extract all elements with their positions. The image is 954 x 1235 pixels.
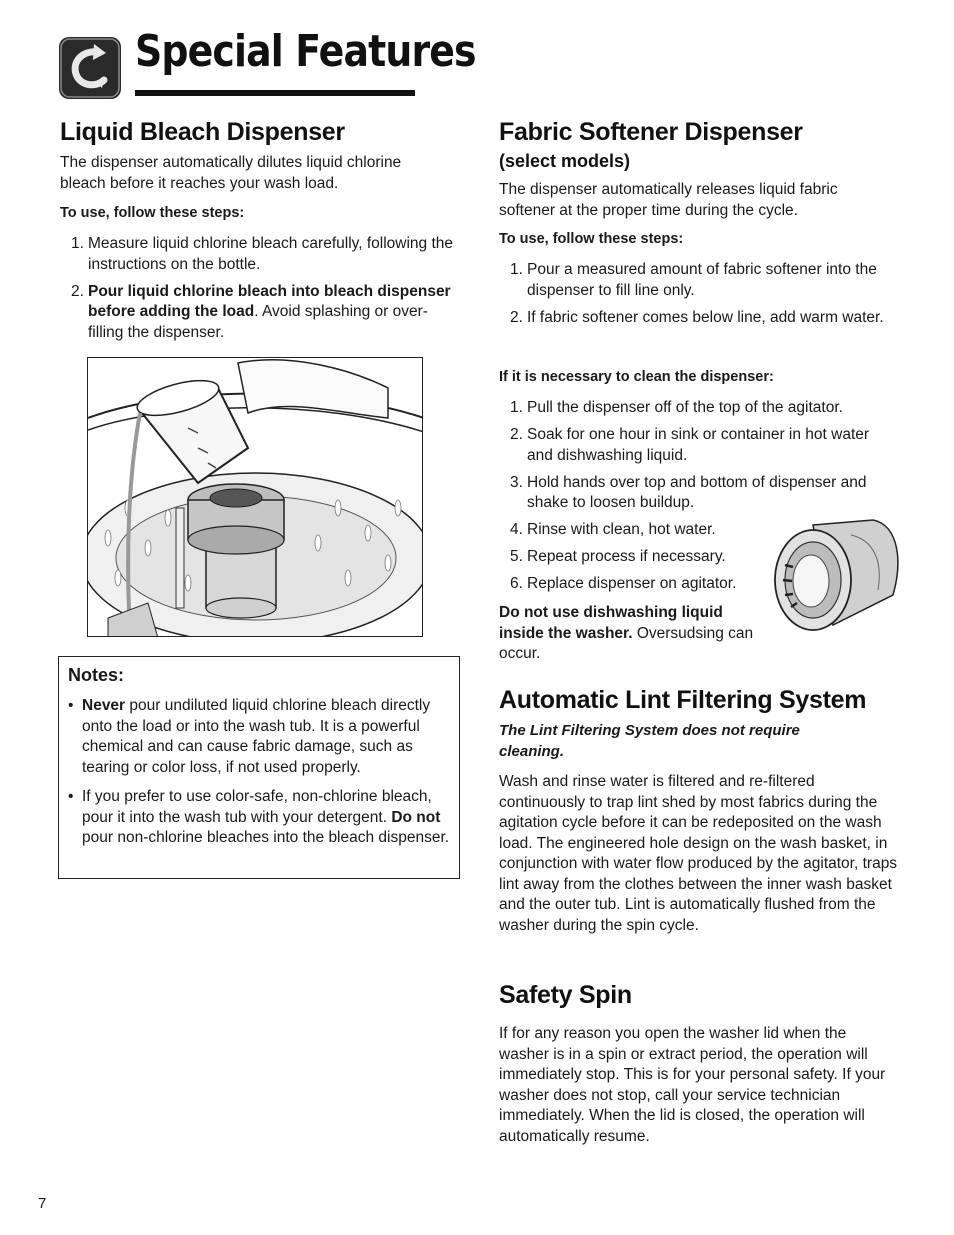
list-item: 3. Hold hands over top and bottom of dispenser and shake to loosen buildup. (510, 473, 867, 511)
fabric-softener-subheading: (select models) (499, 151, 631, 171)
notes-box (58, 656, 460, 879)
spiral-arrow-icon (58, 36, 122, 100)
list-item: 2. Pour liquid chlorine bleach into bleach dispenser before adding the load. Avoid splashing or over-filling the dispenser. (71, 282, 451, 341)
clean-dispenser-label: If it is necessary to clean the dispenser: (499, 369, 774, 385)
list-item: 1. Measure liquid chlorine bleach carefully, following the instructions on the bottle. (71, 235, 454, 273)
bullet-icon: • (68, 697, 74, 714)
liquid-bleach-steps-label: To use, follow these steps: (60, 205, 245, 221)
fabric-softener-steps-label: To use, follow these steps: (499, 231, 684, 247)
pouring-bleach-illustration (87, 357, 423, 637)
fabric-softener-intro: The dispenser automatically releases liquid fabric softener at the proper time during the cycle. (499, 181, 838, 219)
lint-heading: Automatic Lint Filtering System (499, 686, 867, 714)
safety-spin-heading: Safety Spin (499, 981, 632, 1009)
page-number: 7 (38, 1195, 47, 1212)
lint-note: The Lint Filtering System does not require cleaning. (499, 722, 800, 760)
bullet-icon: • (68, 788, 74, 805)
softener-dispenser-illustration (773, 515, 903, 633)
dishwashing-warning: Do not use dishwashing liquid inside the washer. Oversudsing can occur. (499, 604, 754, 662)
safety-spin-body: If for any reason you open the washer lid when the washer is in a spin or extract period, the operation will immediately stop. This is for your personal safety. If your washer does not stop, call your service technician immediately. When the lid is closed, the operation will automatically resume. (499, 1025, 886, 1145)
list-item: • If you prefer to use color-safe, non-chlorine bleach, pour it into the wash tub with your detergent. Do not pour non-chlorine bleaches into the bleach dispenser. (68, 788, 450, 846)
fabric-softener-heading: Fabric Softener Dispenser (499, 118, 803, 146)
list-item: • Never pour undiluted liquid chlorine bleach directly onto the load or into the wash tub. It is a powerful chemical and can cause fabric damage, such as tearing or color loss, if not used properly. (68, 697, 431, 776)
title-underline (135, 90, 415, 96)
liquid-bleach-heading: Liquid Bleach Dispenser (60, 118, 345, 146)
list-item: 5. Repeat process if necessary. (510, 548, 726, 565)
notes-title: Notes: (68, 665, 125, 685)
list-item: 2. Soak for one hour in sink or container in hot water and dishwashing liquid. (510, 426, 870, 464)
list-item: 4. Rinse with clean, hot water. (510, 521, 716, 538)
list-item: 1. Pour a measured amount of fabric softener into the dispenser to fill line only. (510, 261, 877, 299)
liquid-bleach-intro: The dispenser automatically dilutes liquid chlorine bleach before it reaches your wash load. (60, 154, 402, 192)
fabric-softener-steps (499, 260, 899, 335)
list-item: 2. If fabric softener comes below line, add warm water. (510, 308, 884, 326)
list-item: 6. Replace dispenser on agitator. (510, 575, 737, 592)
liquid-bleach-steps (60, 234, 460, 350)
lint-body: Wash and rinse water is filtered and re-filtered continuously to trap lint shed by most fabrics during the agitation cycle before it can be redeposited on the wash load. The engineered hole design on the wash basket, in conjunction with water flow produced by the agitator, traps lint away from the clothes between the inner wash basket and the outer tub. Lint is automatically flushed from the washer during the spin cycle. (499, 773, 898, 934)
notes-list (68, 696, 450, 849)
list-item: 1. Pull the dispenser off of the top of the agitator. (510, 399, 843, 416)
page-title: Special Features (135, 26, 476, 77)
